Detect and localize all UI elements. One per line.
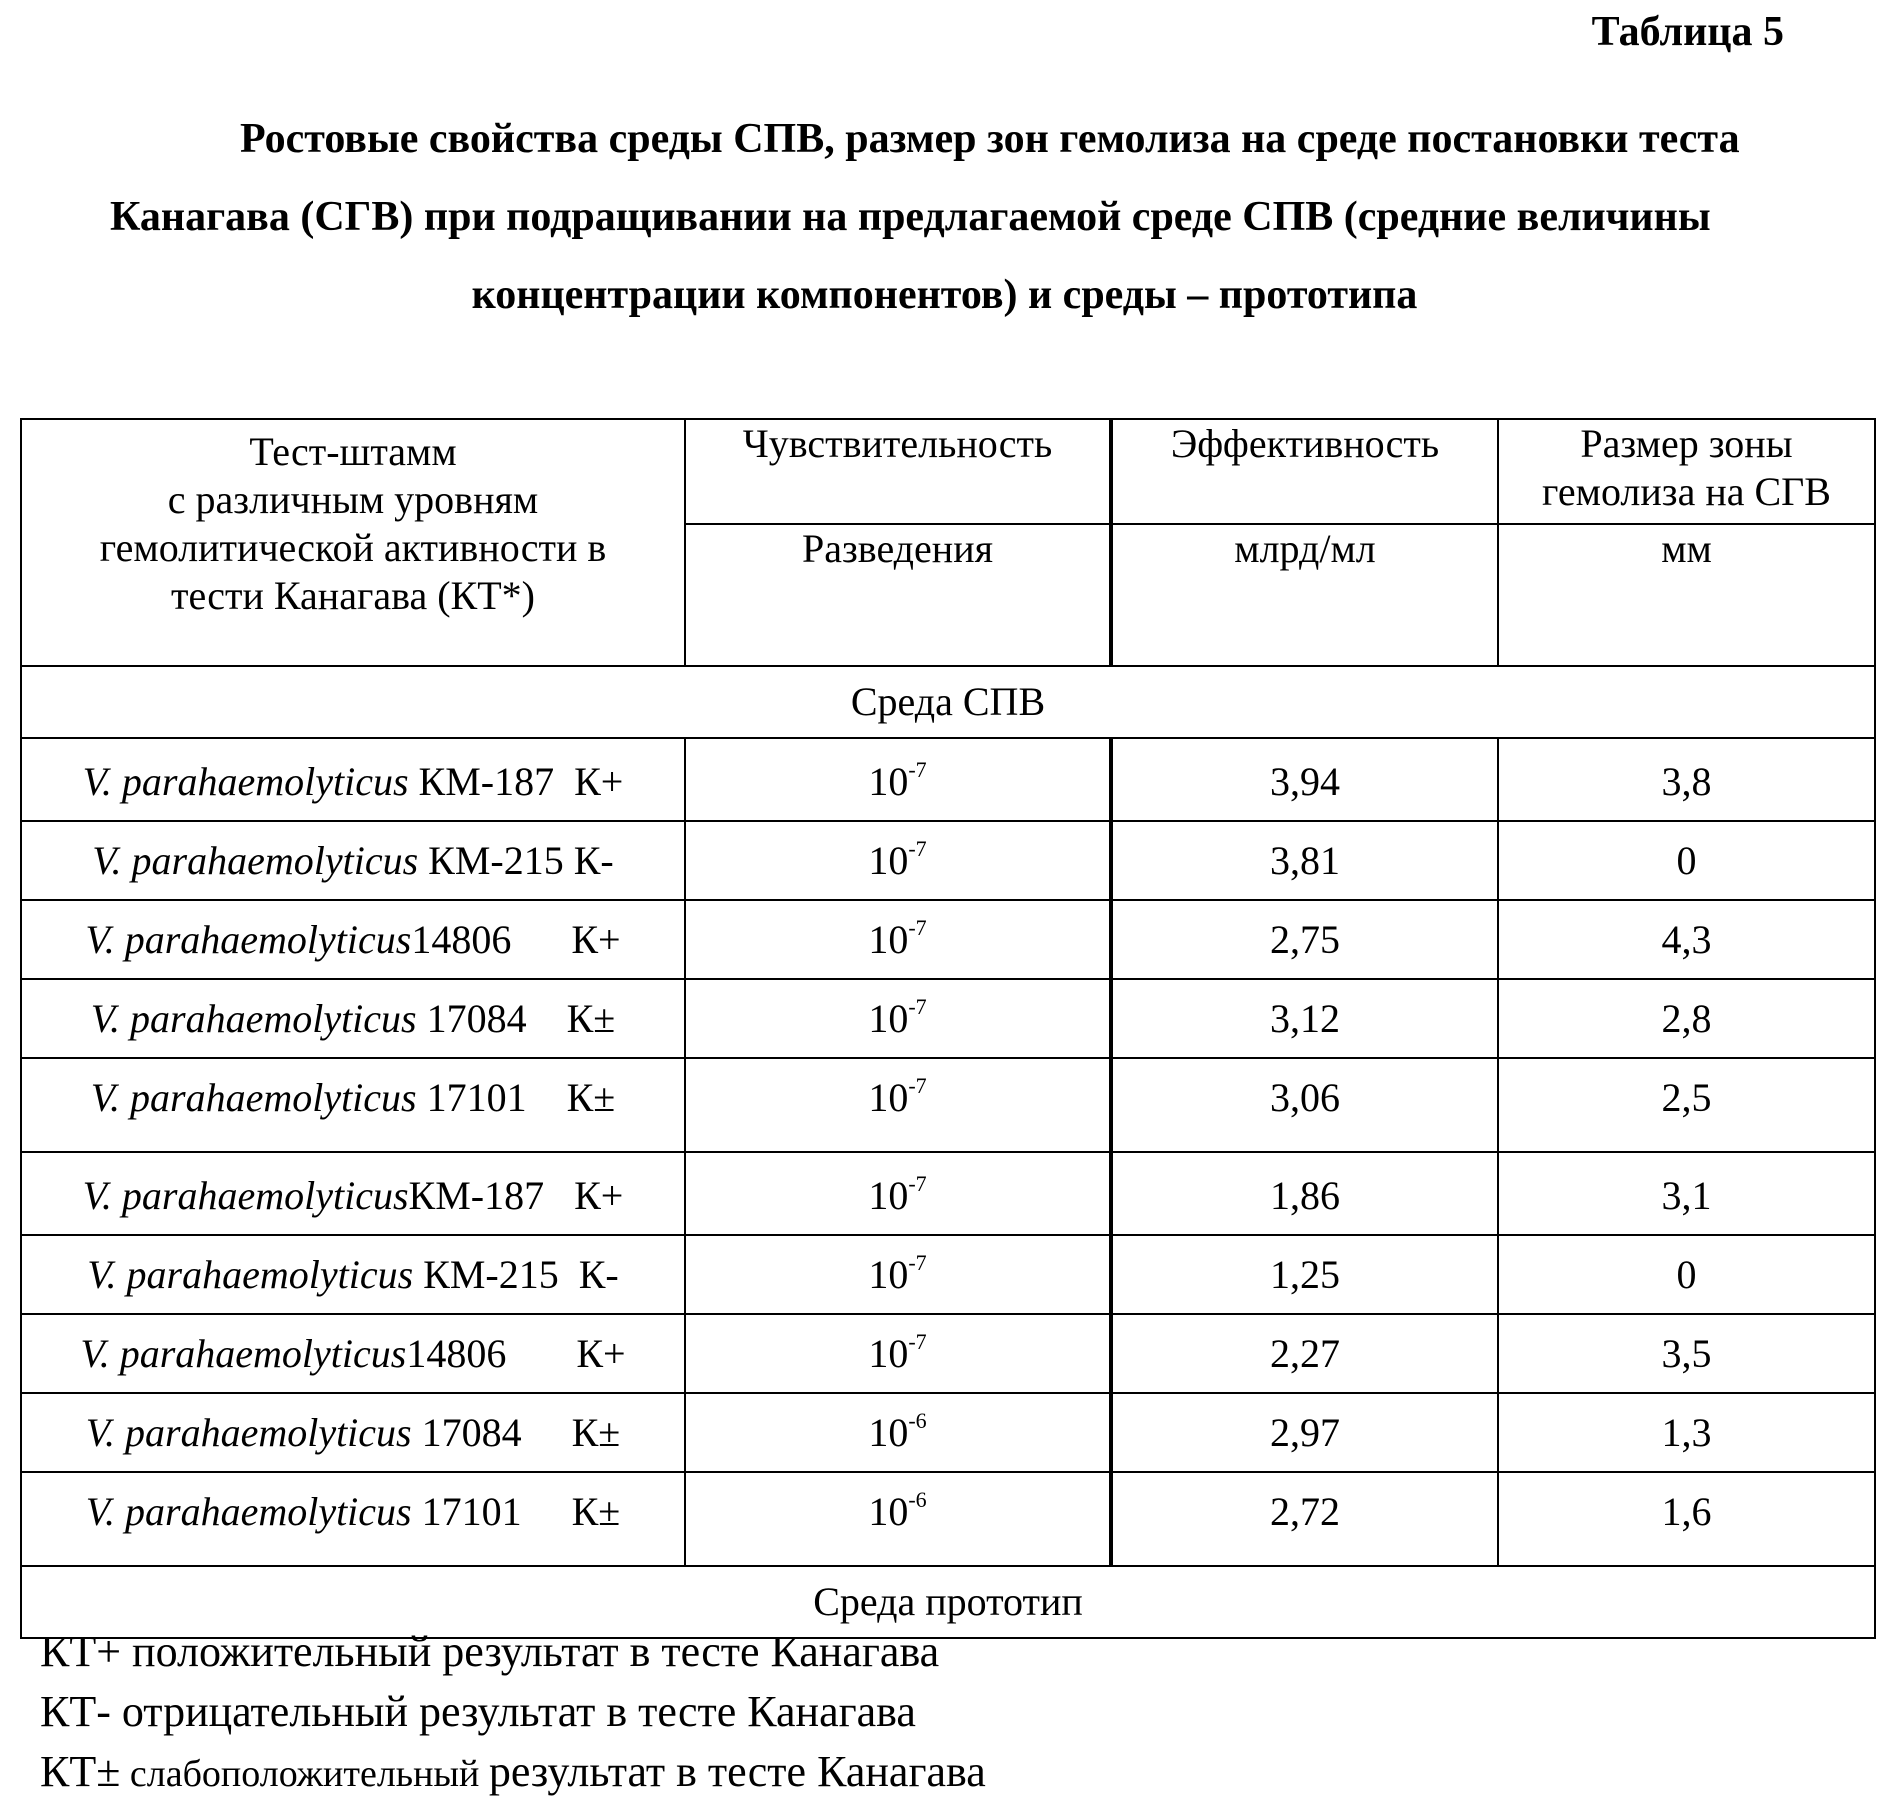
strain-id: КМ-215 К- bbox=[418, 838, 614, 883]
header-row-top bbox=[21, 419, 1875, 524]
dilution-cell bbox=[685, 1152, 1111, 1235]
header-dilutions: Разведения bbox=[685, 524, 1111, 666]
footnote-kt-positive bbox=[40, 1622, 986, 1682]
species-name: V. parahaemolyticus bbox=[85, 917, 411, 962]
header-units-zone: мм bbox=[1498, 524, 1875, 666]
species-name: V. parahaemolyticus bbox=[83, 1173, 409, 1218]
footnote-key: КТ+ bbox=[40, 1627, 121, 1676]
strain-cell bbox=[21, 1058, 685, 1152]
table-row bbox=[21, 900, 1875, 979]
dilution-base: 10 bbox=[868, 1075, 908, 1120]
section-title: Среда СПВ bbox=[21, 666, 1875, 738]
strain-id: 14806 К+ bbox=[406, 1331, 625, 1376]
efficiency-cell: 2,72 bbox=[1111, 1472, 1498, 1566]
dilution-exponent: -7 bbox=[908, 1250, 926, 1275]
section-spv-rows bbox=[21, 1152, 1875, 1566]
dilution-base: 10 bbox=[868, 1331, 908, 1376]
footnote-text: отрицательный результат в тесте Канагава bbox=[111, 1687, 916, 1736]
strain-cell bbox=[21, 1472, 685, 1566]
efficiency-cell: 2,75 bbox=[1111, 900, 1498, 979]
caption-line-2: Канагава (СГВ) при подращивании на предлагаемой среде СПВ (средние величины bbox=[0, 178, 1889, 256]
zone-size-cell: 3,5 bbox=[1498, 1314, 1875, 1393]
strain-id: КМ-187 К+ bbox=[409, 1173, 624, 1218]
dilution-base: 10 bbox=[868, 759, 908, 804]
zone-size-cell: 2,5 bbox=[1498, 1058, 1875, 1152]
header-test-strain-line: тести Канагава (КТ*) bbox=[22, 572, 684, 620]
header-units-efficiency: млрд/мл bbox=[1111, 524, 1498, 666]
dilution-exponent: -7 bbox=[908, 757, 926, 782]
dilution-exponent: -6 bbox=[908, 1408, 926, 1433]
species-name: V. parahaemolyticus bbox=[91, 996, 417, 1041]
strain-id: 17084 К± bbox=[412, 1410, 621, 1455]
table-row bbox=[21, 1472, 1875, 1566]
strain-cell bbox=[21, 1393, 685, 1472]
dilution-base: 10 bbox=[868, 1173, 908, 1218]
strain-id: 14806 К+ bbox=[411, 917, 620, 962]
dilution-exponent: -7 bbox=[908, 915, 926, 940]
efficiency-cell: 2,97 bbox=[1111, 1393, 1498, 1472]
dilution-cell bbox=[685, 1472, 1111, 1566]
strain-id: 17084 К± bbox=[417, 996, 616, 1041]
table-number-label: Таблица 5 bbox=[1592, 8, 1784, 56]
header-test-strain-line: Тест-штамм bbox=[22, 428, 684, 476]
header-zone-size bbox=[1498, 419, 1875, 524]
dilution-base: 10 bbox=[868, 838, 908, 883]
table-row bbox=[21, 1393, 1875, 1472]
footnote-text-small: слабоположительный bbox=[120, 1753, 488, 1795]
dilution-exponent: -7 bbox=[908, 1171, 926, 1196]
species-name: V. parahaemolyticus bbox=[86, 1489, 412, 1534]
dilution-exponent: -6 bbox=[908, 1487, 926, 1512]
header-zone-size-line: гемолиза на СГВ bbox=[1499, 468, 1874, 516]
efficiency-cell: 1,86 bbox=[1111, 1152, 1498, 1235]
efficiency-cell: 1,25 bbox=[1111, 1235, 1498, 1314]
strain-id: КМ-215 К- bbox=[413, 1252, 619, 1297]
zone-size-cell: 0 bbox=[1498, 1235, 1875, 1314]
header-sensitivity: Чувствительность bbox=[685, 419, 1111, 524]
header-test-strain-line: гемолитической активности в bbox=[22, 524, 684, 572]
footnotes bbox=[40, 1622, 986, 1804]
efficiency-cell: 3,81 bbox=[1111, 821, 1498, 900]
table-row bbox=[21, 821, 1875, 900]
strain-cell bbox=[21, 1314, 685, 1393]
dilution-exponent: -7 bbox=[908, 1329, 926, 1354]
section-title: Среда прототип bbox=[21, 1566, 1875, 1638]
header-test-strain-line: с различным уровням bbox=[22, 476, 684, 524]
zone-size-cell: 0 bbox=[1498, 821, 1875, 900]
dilution-cell bbox=[685, 738, 1111, 821]
species-name: V. parahaemolyticus bbox=[80, 1331, 406, 1376]
section-row bbox=[21, 666, 1875, 738]
strain-id: 17101 К± bbox=[417, 1075, 616, 1120]
dilution-base: 10 bbox=[868, 1489, 908, 1534]
dilution-exponent: -7 bbox=[908, 994, 926, 1019]
header-efficiency: Эффективность bbox=[1111, 419, 1498, 524]
strain-cell bbox=[21, 1235, 685, 1314]
dilution-cell bbox=[685, 821, 1111, 900]
table-row bbox=[21, 1152, 1875, 1235]
results-table bbox=[20, 418, 1876, 1639]
dilution-cell bbox=[685, 1393, 1111, 1472]
strain-cell bbox=[21, 900, 685, 979]
zone-size-cell: 1,3 bbox=[1498, 1393, 1875, 1472]
strain-id: 17101 К± bbox=[412, 1489, 621, 1534]
species-name: V. parahaemolyticus bbox=[91, 1075, 417, 1120]
table-row bbox=[21, 1058, 1875, 1152]
zone-size-cell: 4,3 bbox=[1498, 900, 1875, 979]
efficiency-cell: 3,06 bbox=[1111, 1058, 1498, 1152]
table-row bbox=[21, 1235, 1875, 1314]
strain-cell bbox=[21, 738, 685, 821]
table-caption bbox=[0, 100, 1889, 334]
header-test-strain bbox=[21, 419, 685, 666]
dilution-base: 10 bbox=[868, 1252, 908, 1297]
efficiency-cell: 3,94 bbox=[1111, 738, 1498, 821]
zone-size-cell: 3,1 bbox=[1498, 1152, 1875, 1235]
zone-size-cell: 2,8 bbox=[1498, 979, 1875, 1058]
footnote-kt-negative bbox=[40, 1682, 986, 1742]
dilution-cell bbox=[685, 1235, 1111, 1314]
efficiency-cell: 3,12 bbox=[1111, 979, 1498, 1058]
strain-cell bbox=[21, 979, 685, 1058]
dilution-exponent: -7 bbox=[908, 1073, 926, 1098]
footnote-key: КТ± bbox=[40, 1747, 120, 1796]
caption-line-1: Ростовые свойства среды СПВ, размер зон гемолиза на среде постановки теста bbox=[0, 100, 1889, 178]
footnote-text: положительный результат в тесте Канагава bbox=[121, 1627, 939, 1676]
efficiency-cell: 2,27 bbox=[1111, 1314, 1498, 1393]
table-row bbox=[21, 979, 1875, 1058]
strain-id: КМ-187 К+ bbox=[409, 759, 624, 804]
table-row bbox=[21, 738, 1875, 821]
header-zone-size-line: Размер зоны bbox=[1499, 420, 1874, 468]
species-name: V. parahaemolyticus bbox=[86, 1410, 412, 1455]
caption-line-3: концентрации компонентов) и среды – прототипа bbox=[0, 256, 1889, 334]
dilution-exponent: -7 bbox=[908, 836, 926, 861]
dilution-base: 10 bbox=[868, 1410, 908, 1455]
dilution-base: 10 bbox=[868, 917, 908, 962]
strain-cell bbox=[21, 1152, 685, 1235]
dilution-base: 10 bbox=[868, 996, 908, 1041]
footnote-text: результат в тесте Канагава bbox=[489, 1747, 986, 1796]
dilution-cell bbox=[685, 900, 1111, 979]
footnote-key: КТ- bbox=[40, 1687, 111, 1736]
species-name: V. parahaemolyticus bbox=[83, 759, 409, 804]
dilution-cell bbox=[685, 979, 1111, 1058]
strain-cell bbox=[21, 821, 685, 900]
table-row bbox=[21, 1314, 1875, 1393]
species-name: V. parahaemolyticus bbox=[87, 1252, 413, 1297]
zone-size-cell: 3,8 bbox=[1498, 738, 1875, 821]
species-name: V. parahaemolyticus bbox=[92, 838, 418, 883]
zone-size-cell: 1,6 bbox=[1498, 1472, 1875, 1566]
dilution-cell bbox=[685, 1314, 1111, 1393]
footnote-kt-weak bbox=[40, 1742, 986, 1804]
dilution-cell bbox=[685, 1058, 1111, 1152]
